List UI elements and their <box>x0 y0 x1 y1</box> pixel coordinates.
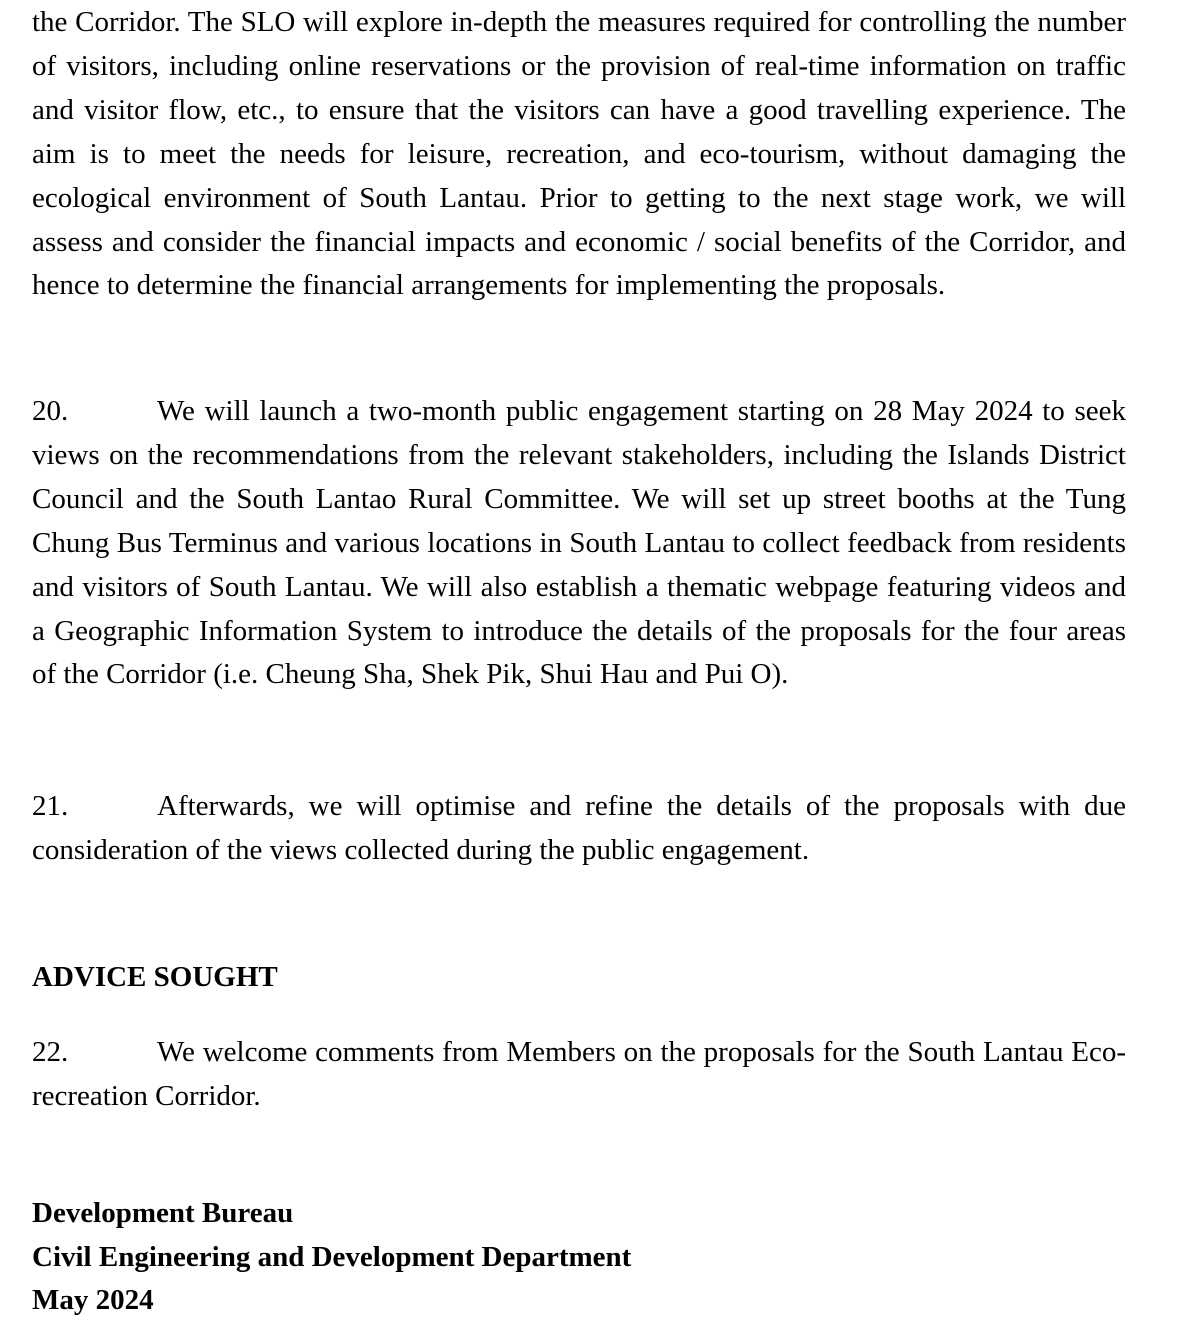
signature-bureau: Development Bureau <box>32 1197 294 1229</box>
paragraph-19-continuation <box>32 1 1126 308</box>
section-heading: ADVICE SOUGHT <box>32 961 278 993</box>
paragraph-text: the Corridor. The SLO will explore in-depth the measures required for controlling the number of visitors, including online reservations or the provision of real-time information on traffic and visitor flow, etc., to ensure that the visitors can have a good travelling experience. The aim is to meet the needs for leisure, recreation, and eco-tourism, without damaging the ecological environment of South Lantau. Prior to getting to the next stage work, we will assess and consider the financial impacts and economic / social benefits of the Corridor, and hence to determine the financial arrangements for implementing the proposals. <box>32 6 1126 302</box>
signature-department: Civil Engineering and Development Department <box>32 1240 632 1273</box>
paragraph-20 <box>32 390 1126 697</box>
signature-date: May 2024 <box>32 1284 154 1316</box>
paragraph-number: 20. <box>32 395 69 427</box>
paragraph-22 <box>32 1031 1126 1119</box>
paragraph-text: Afterwards, we will optimise and refine the details of the proposals with due consideration of the views collected during the public engagement. <box>32 790 1126 866</box>
paragraph-text: We will launch a two-month public engagement starting on 28 May 2024 to seek views on the recommendations from the relevant stakeholders, including the Islands District Council and the South Lantao Rural Committee. We will set up street booths at the Tung Chung Bus Terminus and various locations in South Lantau to collect feedback from residents and visitors of South Lantau. We will also establish a thematic webpage featuring videos and a Geographic Information System to introduce the details of the proposals for the four areas of the Corridor (i.e. Cheung Sha, Shek Pik, Shui Hau and Pui O). <box>32 395 1126 691</box>
paragraph-number: 21. <box>32 790 69 822</box>
paragraph-21 <box>32 785 1126 873</box>
paragraph-text: We welcome comments from Members on the proposals for the South Lantau Eco-recreation Corridor. <box>32 1036 1126 1112</box>
signature-block <box>32 1192 631 1323</box>
paragraph-number: 22. <box>32 1036 69 1068</box>
